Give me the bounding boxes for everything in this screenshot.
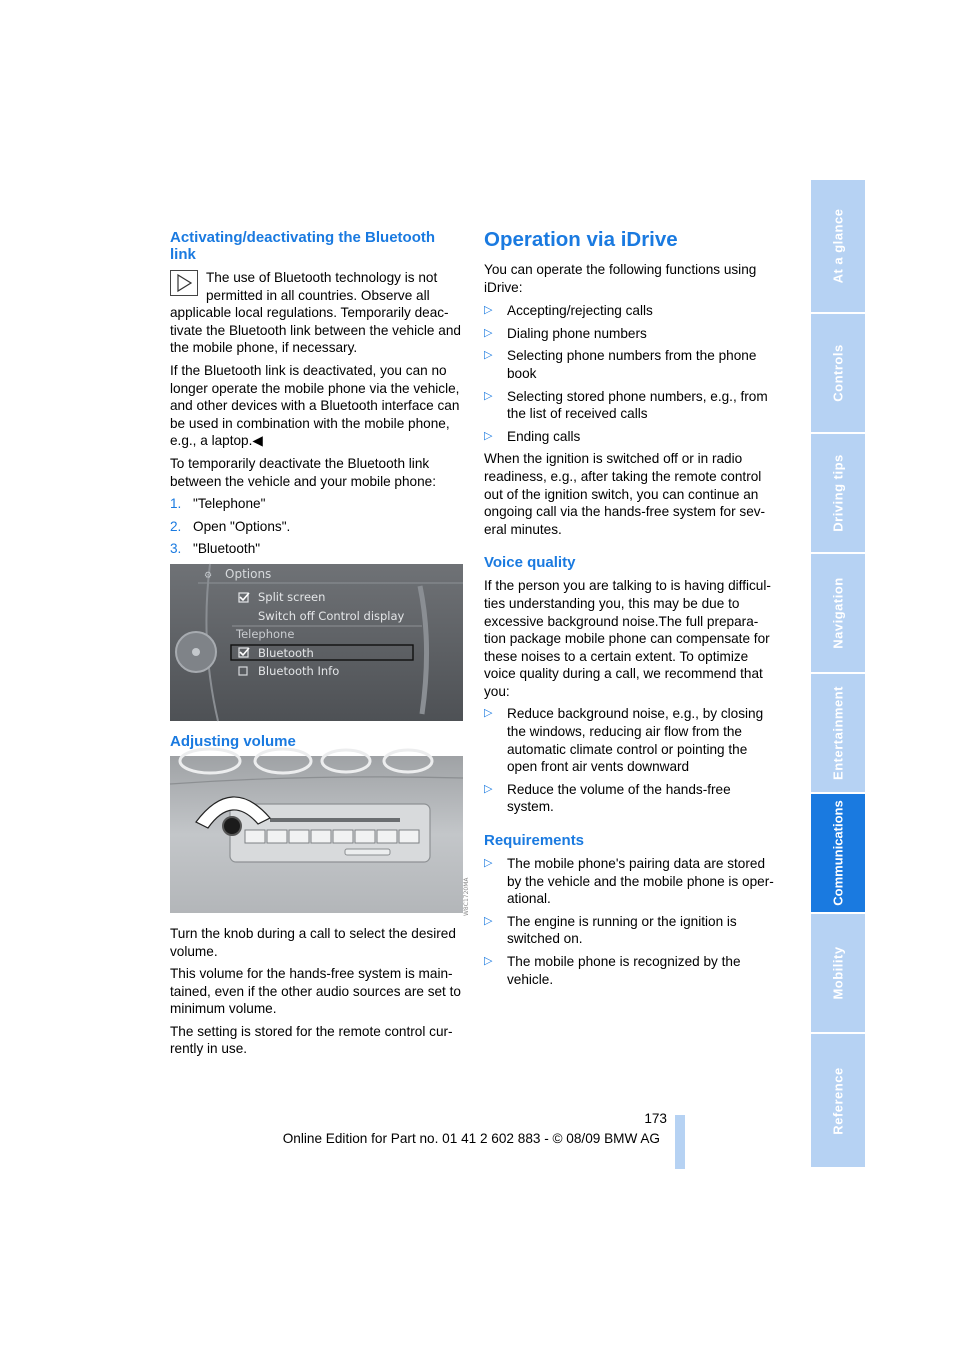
tab-controls[interactable]: Controls [811, 314, 865, 432]
bullet-arrow-icon: ▷ [484, 304, 493, 317]
tab-communications[interactable]: Communications [811, 794, 865, 912]
footer-edition: Online Edition for Part no. 01 41 2 602 883 - © 08/09 BMW AG [282, 1131, 660, 1146]
options-screen-figure [170, 564, 463, 721]
voice-paragraph: If the person you are talking to is having difficul-ties understanding you, this may be due to excessive background noise.The full prepara-tion package mobile phone can compensate for these noises to a certain extent. To optimize voice quality during a call, we recommend that you: [484, 578, 771, 699]
bullet-arrow-icon: ▷ [484, 914, 493, 927]
list-item: ▷ Dialing phone numbers [484, 325, 647, 341]
bullet-arrow-icon: ▷ [484, 955, 493, 967]
steps-list [170, 495, 463, 558]
gear-icon: ⚙ [204, 570, 213, 581]
list-item: ▷ Selecting stored phone numbers, e.g., from the list of received calls [484, 388, 768, 422]
note-paragraph: The use of Bluetooth technology is not permitted in all countries. Observe all applicable local regulations. Temporarily deac-tivate the Bluetooth link between the vehicle and the mobile phone, if necessary. [170, 270, 461, 356]
tab-entertainment[interactable]: Entertainment [811, 674, 865, 792]
tab-reference[interactable]: Reference [811, 1034, 865, 1167]
volume-paragraph-3: The setting is stored for the remote control cur-rently in use. [170, 1023, 453, 1057]
step-item: 1. "Telephone" [170, 496, 266, 512]
bullet-arrow-icon: ▷ [484, 429, 493, 442]
bluetooth-link-heading: Activating/deactivating the Bluetooth link [170, 229, 436, 263]
intro-paragraph: You can operate the following functions using iDrive: [484, 262, 757, 295]
list-item: ▷ The mobile phone is recognized by the vehicle. [484, 954, 741, 987]
voice-quality-heading: Voice quality [484, 554, 576, 572]
bullet-arrow-icon: ▷ [484, 857, 493, 870]
screen-title: Options [225, 566, 272, 581]
bullet-arrow-icon: ▷ [484, 707, 493, 720]
note-paragraph-2: If the Bluetooth link is deactivated, you can no longer operate the mobile phone via the vehicle, and other devices with a Bluetooth interface can be used in combination with the mobile phone, e.g., a laptop.◀ [170, 362, 460, 449]
screen-item-bluetooth-info: Bluetooth Info [258, 663, 340, 678]
list-item: ▷ Ending calls [484, 428, 581, 444]
requirements-list [484, 855, 778, 988]
ignition-paragraph: When the ignition is switched off or in radio readiness, e.g., after taking the remote control out of the ignition switch, you can continue an ongoing call via the hands-free system for sev-eral minutes. [484, 451, 766, 537]
volume-knob [223, 817, 241, 835]
chapter-sidebar [811, 180, 865, 1167]
list-item: ▷ The mobile phone's pairing data are stored by the vehicle and the mobile phone is oper-ational. [484, 856, 774, 907]
footer-marker [675, 1115, 685, 1169]
bullet-arrow-icon: ▷ [484, 782, 493, 795]
section-title: Operation via iDrive [484, 228, 678, 251]
voice-list [484, 705, 778, 816]
screen-item-bluetooth: Bluetooth [258, 645, 314, 660]
right-column [484, 227, 778, 993]
step-item: 3. "Bluetooth" [170, 541, 261, 557]
temp-deactivate-paragraph: To temporarily deactivate the Bluetooth link between the vehicle and your mobile phone: [170, 455, 437, 489]
list-item: ▷ Selecting phone numbers from the phone book [484, 348, 757, 381]
screen-item-switch-off: Switch off Control display [258, 608, 405, 623]
bullet-arrow-icon: ▷ [484, 326, 493, 339]
tab-navigation[interactable]: Navigation [811, 554, 865, 672]
note-triangle-icon [170, 270, 198, 296]
step-item: 2. Open "Options". [170, 518, 291, 534]
photo-code: W8C1720MA [463, 877, 470, 916]
tab-at-a-glance[interactable]: At a glance [811, 180, 865, 312]
bullet-arrow-icon: ▷ [484, 389, 493, 402]
functions-list [484, 302, 778, 445]
bullet-arrow-icon: ▷ [484, 349, 493, 362]
left-column [170, 229, 470, 1063]
adjusting-volume-heading: Adjusting volume [170, 732, 296, 750]
screen-item-telephone: Telephone [236, 626, 295, 641]
volume-paragraph-2: This volume for the hands-free system is main-tained, even if the other audio sources are set to minimum volume. [170, 966, 461, 1017]
tab-mobility[interactable]: Mobility [811, 914, 865, 1032]
list-item: ▷ Accepting/rejecting calls [484, 303, 653, 319]
requirements-heading: Requirements [484, 832, 585, 850]
end-mark-icon: ◀ [252, 433, 263, 449]
volume-paragraph-1: Turn the knob during a call to select the desired volume. [170, 925, 456, 959]
note-block [170, 269, 463, 450]
volume-knob-figure [170, 756, 470, 916]
list-item: ▷ Reduce the volume of the hands-free system. [484, 781, 731, 815]
tab-driving-tips[interactable]: Driving tips [811, 434, 865, 552]
list-item: ▷ The engine is running or the ignition is switched on. [484, 913, 737, 947]
list-item: ▷ Reduce background noise, e.g., by closing the windows, reducing air flow from the automatic climate control or pointing the open front air vents downward [484, 706, 764, 775]
page-number: 173 [644, 1111, 667, 1126]
screen-item-split: Split screen [258, 589, 326, 604]
